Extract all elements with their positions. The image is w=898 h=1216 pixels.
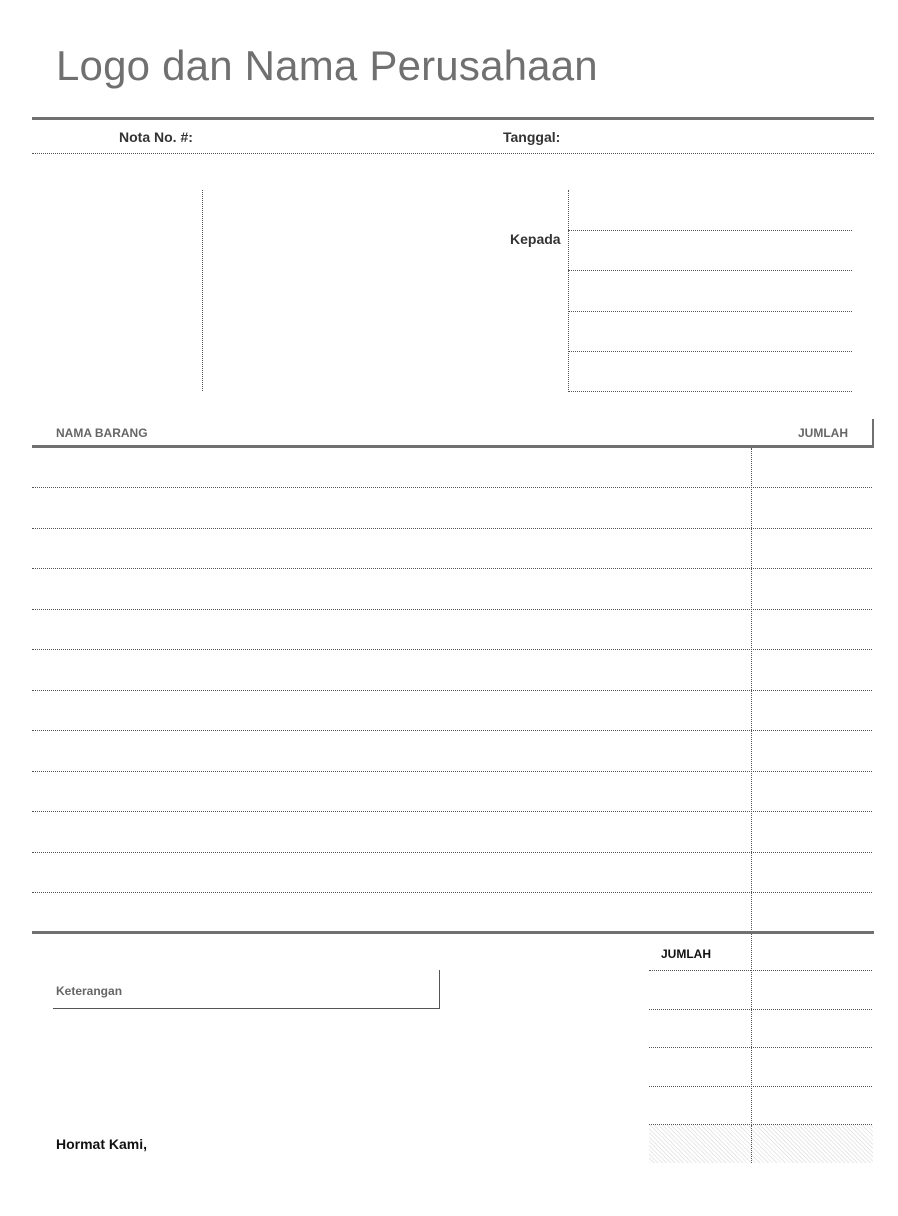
grand-total-divider <box>751 1125 752 1163</box>
company-name-heading: Logo dan Nama Perusahaan <box>56 42 598 89</box>
recipient-line-3[interactable] <box>568 311 852 312</box>
meta-divider <box>32 153 874 154</box>
table-row[interactable] <box>32 609 872 610</box>
table-row[interactable] <box>32 730 872 731</box>
table-row[interactable] <box>32 892 872 893</box>
grand-total-shaded-cell[interactable] <box>649 1125 873 1163</box>
totals-line[interactable] <box>649 1047 872 1048</box>
closing-signature-label: Hormat Kami, <box>56 1136 148 1152</box>
totals-line[interactable] <box>649 1086 872 1087</box>
totals-line[interactable] <box>751 970 872 971</box>
recipient-line-2[interactable] <box>568 270 852 271</box>
table-bottom-rule <box>32 931 874 934</box>
nota-number-label: Nota No. #: <box>119 129 193 145</box>
table-row[interactable] <box>32 852 872 853</box>
table-row[interactable] <box>32 771 872 772</box>
recipient-vertical-line <box>568 190 569 392</box>
item-name-column-header: NAMA BARANG <box>56 426 148 440</box>
recipient-line-4[interactable] <box>568 351 852 352</box>
notes-underline <box>53 1008 439 1009</box>
table-row[interactable] <box>32 568 872 569</box>
header-right-tick <box>872 419 874 447</box>
table-row[interactable] <box>32 528 872 529</box>
recipient-line-5[interactable] <box>568 391 852 392</box>
amount-column-header: JUMLAH <box>798 426 848 440</box>
table-top-rule <box>32 445 874 448</box>
recipient-line-1[interactable] <box>568 230 852 231</box>
table-row[interactable] <box>32 811 872 812</box>
table-row[interactable] <box>32 690 872 691</box>
total-label: JUMLAH <box>661 947 711 961</box>
notes-right-border <box>439 970 440 1009</box>
totals-line[interactable] <box>649 970 751 971</box>
totals-line[interactable] <box>649 1009 872 1010</box>
date-label: Tanggal: <box>503 129 561 145</box>
sender-area-divider <box>202 190 203 391</box>
notes-label: Keterangan <box>56 984 123 998</box>
table-row[interactable] <box>32 649 872 650</box>
header-rule <box>32 117 874 120</box>
recipient-label: Kepada <box>510 231 561 247</box>
table-row[interactable] <box>32 487 872 488</box>
